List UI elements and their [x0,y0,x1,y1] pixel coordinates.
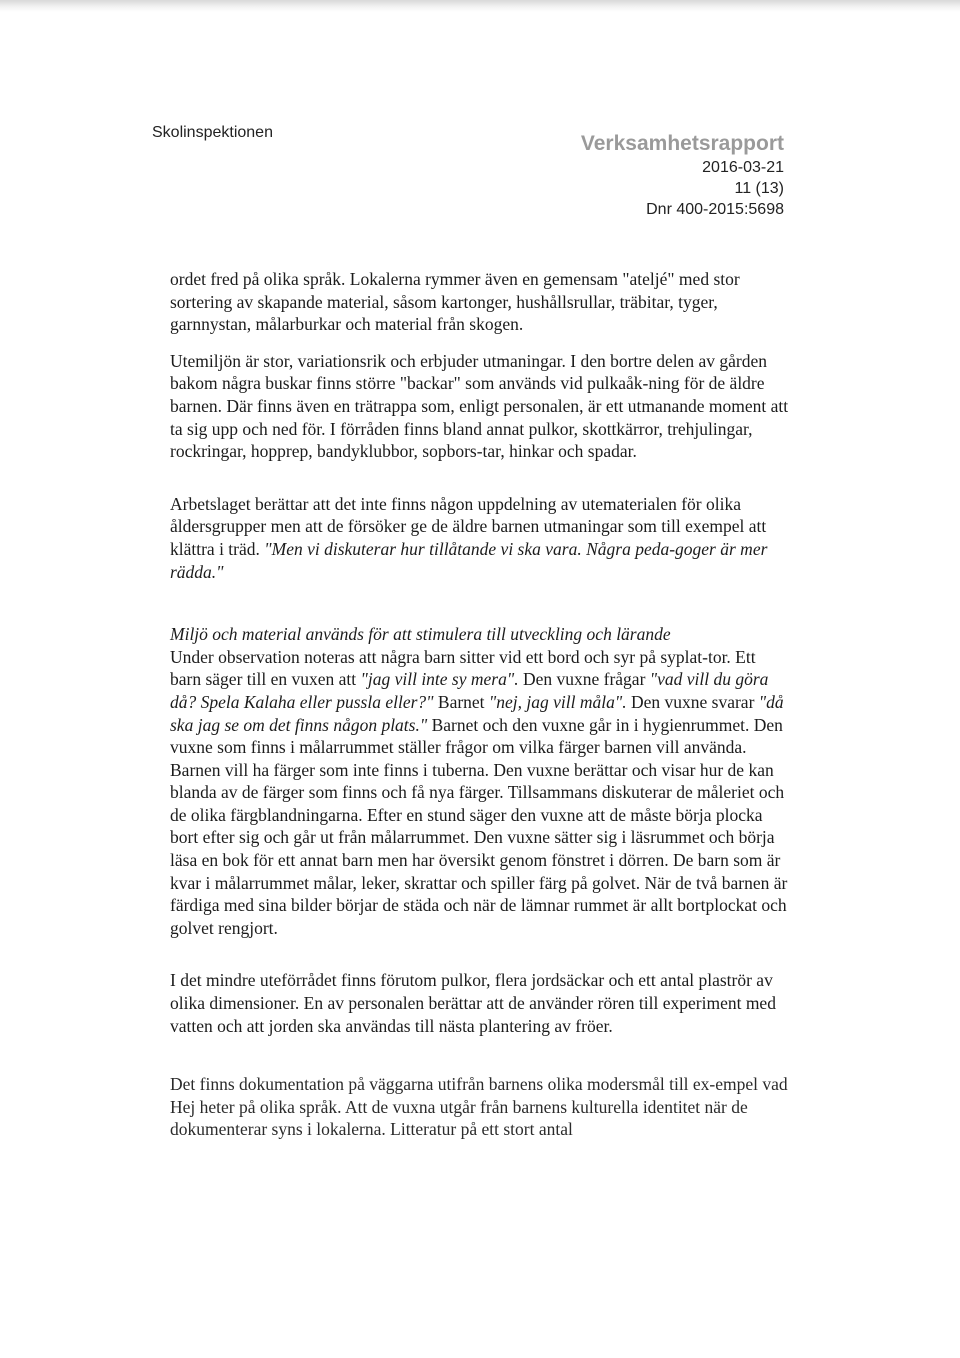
quote: "Men vi diskuterar hur tillåtande vi ska vara. Några peda-goger är mer rädda." [170,538,768,582]
paragraph [170,493,790,583]
document-body [170,268,790,1141]
quote: "nej, jag vill måla". [488,691,627,712]
paragraph [170,646,790,940]
paragraph: Det finns dokumentation på väggarna utifrån barnens olika modersmål till ex-empel vad Hej heter på olika språk. Att de vuxna utgår från barnens kulturella identitet när de dokumenterar syns i lokalerna. Litteratur på ett stort antal [170,1074,788,1140]
organization-name: Skolinspektionen [152,124,273,141]
paragraph-text: Barnet och den vuxne går in i hygienrummet. Den vuxne som finns i målarrummet ställer frågor om vilka färger barnen vill använda. Barnen vill ha färger som inte finns i tuberna. Den vuxne berättar och visar hur de kan blanda av de färger som finns och få nya färger. Tillsammans diskuterar de måleriet och de olika färgblandningarna. Efter en stund säger den vuxne att de måste börja plocka bort efter sig och går ut från målarrummet. Den vuxne sätter sig i läsrummet och börja läsa en bok för ett annat barn men har översikt genom fönstret i dörren. De barn som är kvar i målarrummet målar, leker, skrattar och spiller färg på golvet. När de två barnen är färdiga med sina bilder börjar de städa och när de lämnar rummet är allt bortplockat och golvet rengjort. [170,714,788,938]
document-type: Verksamhetsrapport [580,132,784,155]
quote: "jag vill inte sy mera". [360,669,519,690]
paragraph: Utemiljön är stor, variationsrik och erbjuder utmaningar. I den bortre delen av gården bakom några buskar finns större "backar" som används vid pulkaåk-ning för de äldre barnen. Där finns även en trätrappa som, enligt personalen, är ett utmanande moment att ta sig upp och ned för. I förråden finns bland annat pulkor, skottkärror, trehjulingar, rockringar, hopprep, bandyklubbor, sopbors-tar, hinkar och spadar. [170,350,789,462]
quote: "då ska jag se om det finns någon plats." [170,691,784,735]
paragraph-text: Arbetslaget berättar att det inte finns någon uppdelning av utematerialen för olika åldersgrupper men att de försöker ge de äldre barnen utmaningar som till exempel att klättra i träd. [170,493,767,559]
page-number: 11 (13) [734,180,784,197]
quote: "vad vill du göra då? Spela Kalaha eller pussla eller?" [170,669,769,712]
paragraph-text: Barnet [437,691,485,712]
paragraph: I det mindre uteförrådet finns förutom pulkor, flera jordsäckar och ett antal plaströr av olika dimensioner. En av personalen berättar att de använder rören till experiment med vatten och att jorden ska användas till nästa plantering av fröer. [170,970,776,1036]
paragraph-text: Den vuxne frågar [522,669,646,690]
section-heading: Miljö och material används för att stimulera till utveckling och lärande [170,624,671,645]
document-date: 2016-03-21 [702,159,784,176]
document-header [581,131,784,220]
diary-number: Dnr 400-2015:5698 [646,201,784,218]
scan-edge [0,0,960,12]
paragraph: ordet fred på olika språk. Lokalerna rymmer även en gemensam "atelјé" med stor sortering av skapande material, såsom kartonger, hushållsrullar, träbitar, tyger, garnnystan, målarburkar och material från skogen. [170,269,740,335]
paragraph-text: Under observation noteras att några barn sitter vid ett bord och syr på syplat-tor. Ett barn säger till en vuxen att [170,646,756,690]
paragraph-text: Den vuxne svarar [630,691,755,712]
